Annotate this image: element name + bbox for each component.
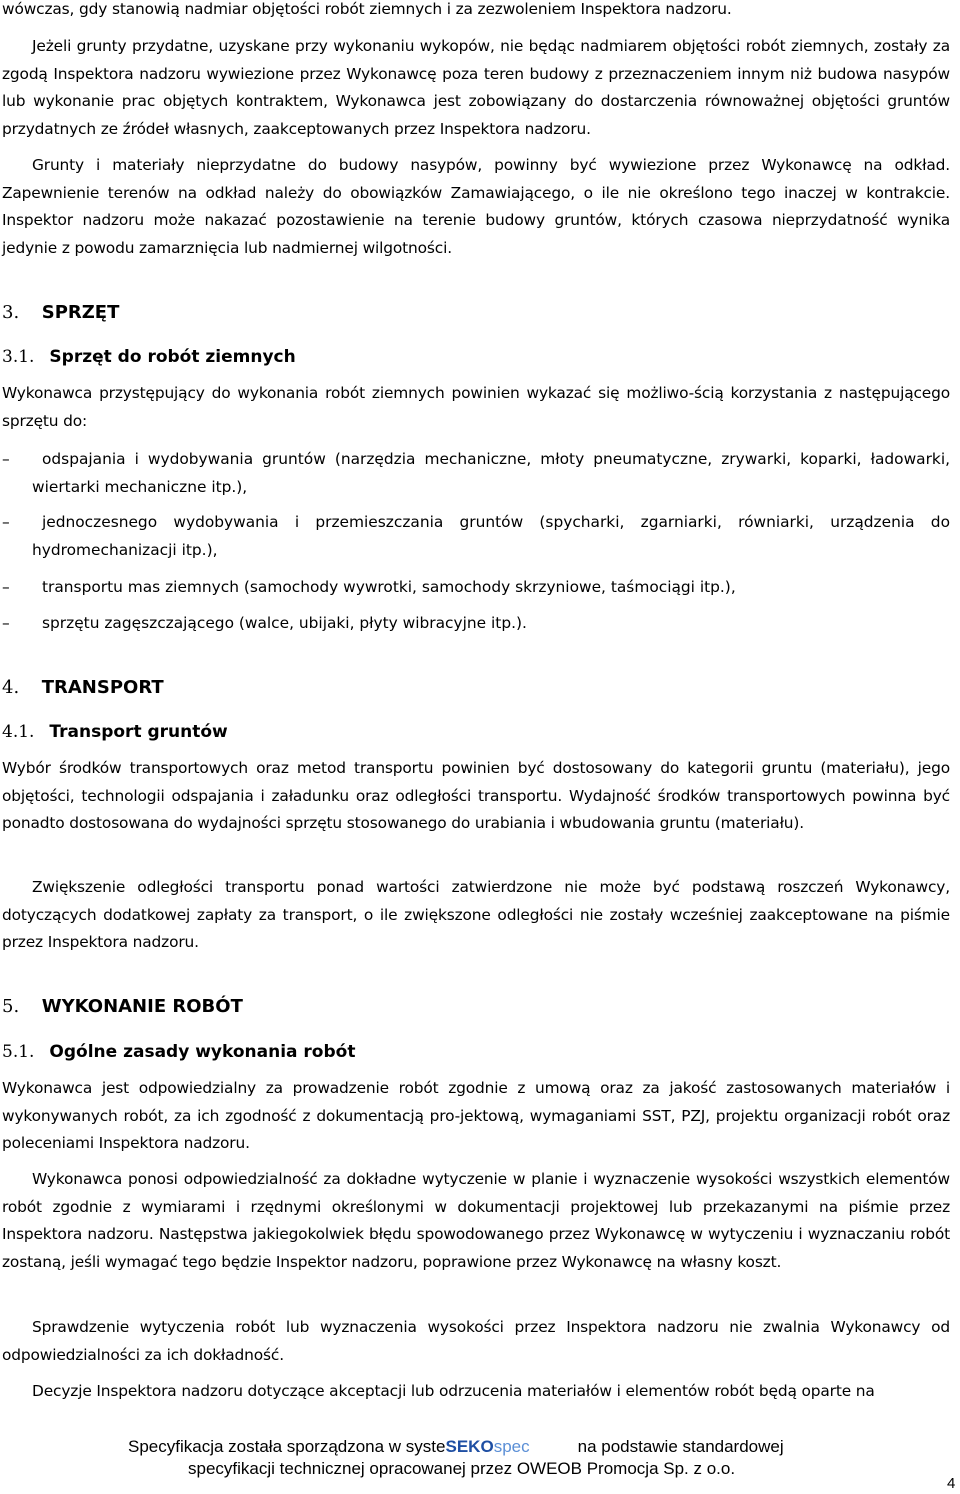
paragraph-continuation: wówczas, gdy stanowią nadmiar objętości robót ziemnych i za zezwoleniem Inspektora nadzoru. [2, 0, 732, 18]
section-number: 5.1. [2, 1042, 35, 1062]
dash-bullet: – [2, 450, 10, 468]
heading-section-3 [2, 301, 950, 325]
list-item [2, 446, 950, 501]
footer-text: Specyfikacja została sporządzona w syste [128, 1437, 446, 1456]
brand-logo-part: SEKO [445, 1437, 494, 1456]
section-title: Transport gruntów [49, 722, 228, 742]
heading-section-5 [2, 995, 950, 1019]
footer-line-2: specyfikacji technicznej opracowanej przez OWEOB Promocja Sp. z o.o. [188, 1459, 736, 1478]
paragraph-transport-distance: Zwiększenie odległości transportu ponad wartości zatwierdzone nie może być podstawą roszczeń Wykonawcy, dotyczących dodatkowej zapłaty za transport, o ile zwiększone odległości nie zostały wcześniej zaakceptowane na piśmie przez Inspektora nadzoru. [2, 878, 950, 952]
paragraph-unsuitable-soils: Grunty i materiały nieprzydatne do budowy nasypów, powinny być wywiezione przez Wykonawcę na odkład. Zapewnienie terenów na odkład należy do obowiązków Zamawiającego, o ile nie określono tego inaczej w kontrakcie. Inspektor nadzoru może nakazać pozostawienie na terenie budowy gruntów, których czasowa nieprzydatność wynika jedynie z powodu zamarznięcia lub nadmiernej wilgotności. [2, 156, 950, 257]
section-number: 5. [2, 996, 20, 1017]
list-item-text: transportu mas ziemnych (samochody wywrotki, samochody skrzyniowe, taśmociągi itp.), [42, 578, 736, 596]
heading-section-4-1 [2, 720, 950, 744]
dash-bullet: – [2, 614, 10, 632]
paragraph-contractor-responsibility: Wykonawca jest odpowiedzialny za prowadzenie robót zgodnie z umową oraz za jakość zastosowanych materiałów i wykonywanych robót, za ich zgodność z dokumentacją pro-jektową, wymaganiami SST, PZJ, projektu organizacji robót oraz poleceniami Inspektora nadzoru. [2, 1079, 950, 1153]
list-item [2, 574, 950, 602]
section-number: 3. [2, 302, 20, 323]
list-item [2, 610, 950, 638]
footer-text: na podstawie standardowej [577, 1437, 784, 1456]
list-item-text: sprzętu zagęszczającego (walce, ubijaki, płyty wibracyjne itp.). [42, 614, 527, 632]
section-title: SPRZĘT [41, 302, 120, 323]
list-item [2, 509, 950, 564]
heading-section-4 [2, 676, 950, 700]
list-item-text: odspajania i wydobywania gruntów (narzędzia mechaniczne, młoty pneumatyczne, zrywarki, koparki, ładowarki, wiertarki mechaniczne itp.), [32, 450, 950, 496]
paragraph-setting-out: Wykonawca ponosi odpowiedzialność za dokładne wytyczenie w planie i wyznaczenie wysokości wszystkich elementów robót zgodnie z wymiarami i rzędnymi określonymi w dokumentacji projektowej lub przekazanymi na piśmie przez Inspektora nadzoru. Następstwa jakiegokolwiek błędu spowodowanego przez Wykonawcę w wytyczeniu i wyznaczaniu robót zostaną, jeśli wymagać tego będzie Inspektor nadzoru, poprawione przez Wykonawcę na własny koszt. [2, 1170, 950, 1271]
paragraph-equipment-intro: Wykonawca przystępujący do wykonania robót ziemnych powinien wykazać się możliwo-ścią korzystania z następującego sprzętu do: [2, 384, 950, 430]
brand-logo-part: spec [493, 1437, 530, 1456]
paragraph-transport-choice: Wybór środków transportowych oraz metod transportu powinien być dostosowany do kategorii gruntu (materiału), jego objętości, technologii odspajania i załadunku oraz odległości transportu. Wydajność środków transportowych powinna być ponadto dostosowana do wydajności sprzętu stosowanego do urabiania i wbudowania gruntu (materiału). [2, 759, 950, 833]
section-number: 4.1. [2, 722, 35, 742]
paragraph-verification: Sprawdzenie wytyczenia robót lub wyznaczenia wysokości przez Inspektora nadzoru nie zwalnia Wykonawcy od odpowiedzialności za ich dokładność. [2, 1318, 950, 1364]
paragraph-decisions: Decyzje Inspektora nadzoru dotyczące akceptacji lub odrzucenia materiałów i elementów robót będą oparte na [32, 1382, 875, 1400]
section-title: WYKONANIE ROBÓT [41, 996, 243, 1017]
dash-bullet: – [2, 513, 10, 531]
dash-bullet: – [2, 578, 10, 596]
section-number: 3.1. [2, 347, 35, 367]
section-title: Ogólne zasady wykonania robót [49, 1042, 356, 1062]
list-item-text: jednoczesnego wydobywania i przemieszczania gruntów (spycharki, zgarniarki, równiarki, urządzenia do hydromechanizacji itp.), [32, 513, 950, 559]
section-number: 4. [2, 677, 20, 698]
section-title: Sprzęt do robót ziemnych [49, 347, 296, 367]
page-number: 4 [947, 1475, 956, 1492]
section-title: TRANSPORT [41, 677, 164, 698]
paragraph-suitable-soils: Jeżeli grunty przydatne, uzyskane przy wykonaniu wykopów, nie będąc nadmiarem objętości robót ziemnych, zostały za zgodą Inspektora nadzoru wywiezione przez Wykonawcę poza teren budowy z przeznaczeniem innym niż budowa nasypów lub wykonanie prac objętych kontraktem, Wykonawca jest zobowiązany do dostarczenia równoważnej objętości gruntów przydatnych ze źródeł własnych, zaakceptowanych przez Inspektora nadzoru. [2, 37, 950, 138]
heading-section-3-1 [2, 345, 950, 369]
heading-section-5-1 [2, 1040, 950, 1064]
footer-line-1 [128, 1436, 784, 1458]
